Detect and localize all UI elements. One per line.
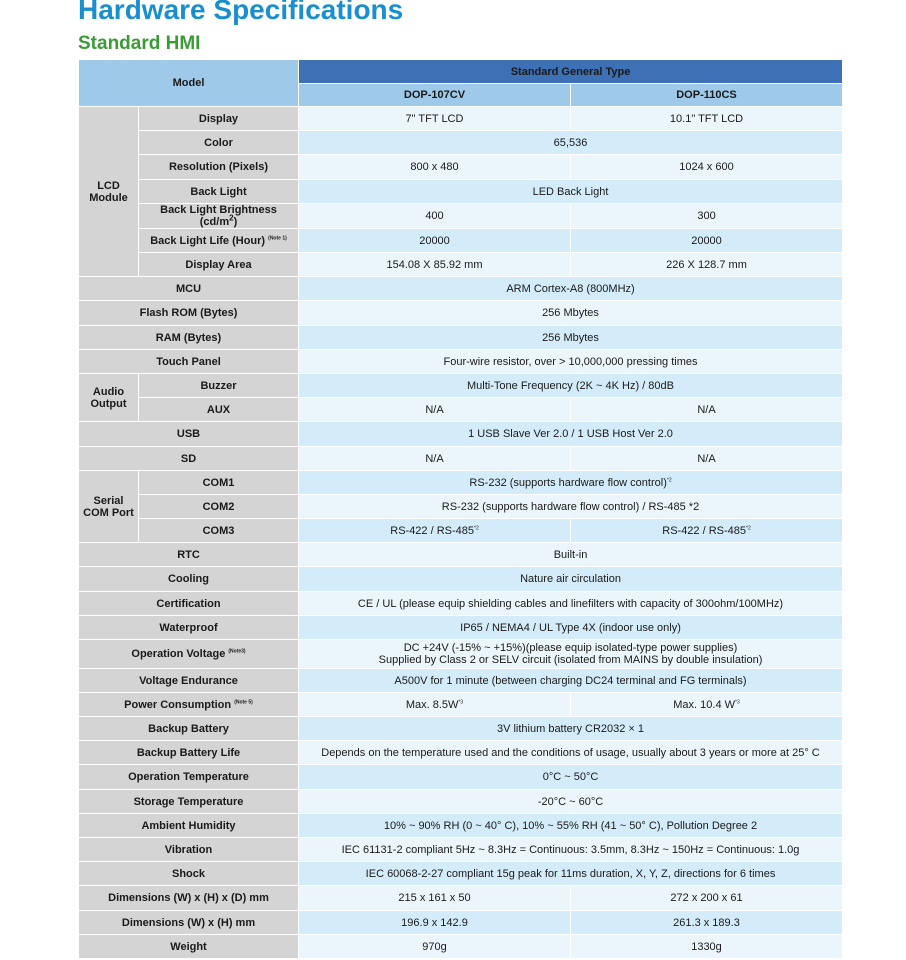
value-text: DC +24V (-15% ~ +15%)(please equip isolated-type power supplies) Supplied by Class 2 or SELV circuit (isolated from MAINS by double insulation) [378, 642, 763, 666]
value-text: RS-232 (supports hardware flow control) / RS-485 *2 [441, 500, 700, 513]
note-reference: *2 [746, 524, 751, 531]
table-row [79, 350, 843, 374]
row-label-text: Power Consumption [124, 698, 232, 711]
value-text: Nature air circulation [520, 573, 621, 585]
value-cell [299, 838, 843, 862]
table-row [79, 398, 843, 422]
value-cell [299, 374, 843, 398]
row-label [139, 495, 299, 519]
row-label [139, 131, 299, 155]
table-row [79, 180, 843, 204]
type-header: Standard General Type [299, 60, 843, 84]
value-text: 10.1" TFT LCD [669, 112, 744, 125]
value-cell [571, 253, 843, 277]
table-row [79, 790, 843, 814]
value-cell [571, 519, 843, 543]
group-label: Audio Output [79, 374, 139, 422]
row-label [139, 398, 299, 422]
value-text: -20°C ~ 60°C [537, 795, 604, 808]
table-row [79, 155, 843, 180]
row-label [139, 107, 299, 131]
note-reference: *3 [735, 698, 740, 705]
note-reference: (Note 5) [234, 698, 253, 705]
value-cell [299, 301, 843, 326]
row-label-text: Storage Temperature [133, 795, 244, 808]
table-row [79, 447, 843, 471]
value-cell [299, 911, 571, 935]
value-cell [299, 616, 843, 640]
group-label: Serial COM Port [79, 471, 139, 543]
row-label [79, 814, 299, 838]
row-label [79, 326, 299, 350]
table-row [79, 301, 843, 326]
row-label [79, 277, 299, 301]
value-cell [299, 204, 571, 229]
table-row [79, 862, 843, 886]
value-cell [299, 350, 843, 374]
value-cell [299, 693, 571, 717]
value-cell [299, 107, 571, 131]
table-row [79, 495, 843, 519]
value-cell [571, 398, 843, 422]
note-reference: *2 [666, 476, 672, 483]
value-cell [299, 935, 571, 959]
table-row [79, 765, 843, 790]
row-label-text: Dimensions (W) x (H) x (D) mm [108, 892, 269, 904]
value-text: 256 Mbytes [542, 331, 599, 344]
value-cell [571, 693, 843, 717]
row-label-text: Color [204, 136, 233, 149]
table-row [79, 741, 843, 765]
table-row [79, 229, 843, 253]
value-text: Depends on the temperature used and the conditions of usage, usually about 3 years or more at 25° C [321, 746, 820, 759]
value-text: N/A [697, 452, 716, 465]
value-cell [299, 519, 571, 543]
value-text: 154.08 X 85.92 mm [386, 258, 483, 271]
table-row [79, 911, 843, 935]
row-label-text: RAM (Bytes) [155, 331, 222, 344]
table-row [79, 277, 843, 301]
value-cell [571, 886, 843, 911]
page-subtitle: Standard HMI [78, 33, 201, 54]
value-text: LED Back Light [532, 185, 609, 198]
row-label [139, 471, 299, 495]
row-label [79, 741, 299, 765]
value-text: 20000 [691, 234, 722, 247]
value-text: 1 USB Slave Ver 2.0 / 1 USB Host Ver 2.0 [468, 428, 673, 440]
model-header: Model [79, 60, 299, 107]
note-reference: *3 [458, 698, 464, 705]
row-label-text: RTC [177, 548, 200, 561]
table-row [79, 131, 843, 155]
row-label-text: Flash ROM (Bytes) [139, 307, 238, 319]
row-label [79, 592, 299, 616]
note-reference: (Note 1) [268, 234, 287, 241]
row-label [139, 519, 299, 543]
row-label [79, 717, 299, 741]
value-text: RS-422 / RS-485 [662, 524, 747, 537]
row-label [79, 350, 299, 374]
value-cell [299, 765, 843, 790]
value-text: 1024 x 600 [679, 161, 734, 173]
row-label [79, 640, 299, 669]
table-row [79, 886, 843, 911]
column-header-dop-110cs: DOP-110CS [571, 84, 843, 107]
row-label-text: Touch Panel [156, 355, 221, 368]
value-text: N/A [425, 403, 444, 416]
value-cell [571, 107, 843, 131]
value-cell [299, 790, 843, 814]
value-text: Max. 8.5W [405, 698, 459, 711]
table-row [79, 422, 843, 447]
table-row [79, 107, 843, 131]
value-cell [299, 326, 843, 350]
row-label [139, 253, 299, 277]
row-label-text: Display [198, 112, 239, 125]
table-row [79, 814, 843, 838]
value-cell [299, 862, 843, 886]
value-cell [299, 131, 843, 155]
value-text: 400 [425, 210, 444, 222]
row-label [79, 935, 299, 959]
row-label-text: Weight [170, 940, 207, 953]
note-reference: (Note3) [228, 648, 246, 655]
row-label-text: Waterproof [159, 621, 218, 634]
row-label [79, 765, 299, 790]
row-label-text: Dimensions (W) x (H) mm [121, 916, 256, 929]
group-label: LCD Module [79, 107, 139, 277]
row-label [79, 543, 299, 567]
row-label-text: Backup Battery Life [136, 746, 241, 759]
value-cell [299, 741, 843, 765]
value-text: 272 x 200 x 61 [670, 892, 743, 904]
page-title: Hardware Specifications [78, 0, 404, 25]
row-label [79, 693, 299, 717]
value-text: 0°C ~ 50°C [542, 771, 599, 783]
value-text: CE / UL (please equip shielding cables and linefilters with capacity of 300ohm/100MHz) [357, 597, 784, 610]
value-text: RS-232 (supports hardware flow control) [469, 476, 667, 489]
value-text: Multi-Tone Frequency (2K ~ 4K Hz) / 80dB [467, 379, 674, 392]
value-cell [299, 180, 843, 204]
row-label-text: Operation Voltage [131, 648, 226, 660]
row-label-text: Backup Battery [148, 722, 229, 735]
row-label [79, 301, 299, 326]
value-cell [299, 277, 843, 301]
row-label [79, 911, 299, 935]
row-label-text: Resolution (Pixels) [168, 161, 269, 173]
value-text: RS-422 / RS-485 [390, 524, 475, 537]
value-text: 256 Mbytes [542, 307, 599, 319]
spec-table [78, 59, 843, 959]
value-cell [571, 935, 843, 959]
column-header-dop-107cv: DOP-107CV [299, 84, 571, 107]
value-cell [299, 886, 571, 911]
table-row [79, 519, 843, 543]
value-cell [299, 253, 571, 277]
table-row [79, 543, 843, 567]
table-row [79, 567, 843, 592]
row-label-text: Back Light Brightness (cd/m [160, 204, 277, 228]
value-text: 261.3 x 189.3 [673, 916, 740, 929]
row-label [139, 204, 299, 229]
row-label [79, 862, 299, 886]
value-text: 1330g [691, 940, 722, 953]
row-label-text: Buzzer [200, 379, 237, 392]
row-label [79, 886, 299, 911]
table-row [79, 592, 843, 616]
note-reference: *2 [474, 524, 479, 531]
row-label-text: Back Light [190, 185, 247, 198]
table-row [79, 717, 843, 741]
row-label-text: SD [180, 452, 197, 465]
value-cell [299, 155, 571, 180]
value-text: 10% ~ 90% RH (0 ~ 40° C), 10% ~ 55% RH (41 ~ 50° C), Pollution Degree 2 [383, 819, 758, 832]
superscript: 2 [229, 213, 234, 223]
value-text: Four-wire resistor, over > 10,000,000 pressing times [443, 355, 698, 368]
value-text: N/A [425, 452, 444, 465]
row-label-text: Ambient Humidity [141, 819, 236, 832]
value-cell [299, 471, 843, 495]
value-cell [571, 204, 843, 229]
value-text: 215 x 161 x 50 [398, 892, 471, 904]
row-label-text: COM2 [202, 500, 235, 513]
table-row [79, 204, 843, 229]
row-label [79, 790, 299, 814]
value-cell [299, 447, 571, 471]
table-row [79, 326, 843, 350]
value-text: 970g [422, 940, 447, 953]
table-row [79, 838, 843, 862]
row-label-text: Back Light Life (Hour) [150, 234, 266, 247]
table-row [79, 640, 843, 669]
value-cell [299, 229, 571, 253]
table-row [79, 616, 843, 640]
value-text: Built-in [553, 548, 588, 561]
row-label [139, 180, 299, 204]
row-label [139, 155, 299, 180]
value-text: A500V for 1 minute (between charging DC24 terminal and FG terminals) [394, 674, 747, 687]
value-cell [299, 814, 843, 838]
row-label [79, 616, 299, 640]
row-label-text: Cooling [168, 573, 209, 585]
row-label [79, 567, 299, 592]
value-cell [299, 640, 843, 669]
row-label-text: Vibration [164, 843, 213, 856]
value-cell [299, 592, 843, 616]
value-cell [299, 669, 843, 693]
table-row [79, 253, 843, 277]
value-cell [571, 911, 843, 935]
value-cell [299, 543, 843, 567]
value-text: Max. 10.4 W [673, 698, 736, 711]
value-text: ARM Cortex-A8 (800MHz) [506, 282, 635, 295]
value-cell [299, 398, 571, 422]
table-row [79, 669, 843, 693]
row-label-text: AUX [206, 403, 231, 416]
row-label-text: Operation Temperature [128, 771, 249, 783]
value-text: N/A [697, 403, 716, 416]
value-text: IEC 61131-2 compliant 5Hz ~ 8.3Hz = Continuous: 3.5mm, 8.3Hz ~ 150Hz = Continuous: 1.0g [341, 843, 800, 856]
value-text: 226 X 128.7 mm [666, 258, 747, 271]
value-text: 65,536 [553, 136, 588, 149]
row-label-text: Display Area [185, 258, 252, 271]
value-text: IEC 60068-2-27 compliant 15g peak for 11ms duration, X, Y, Z, directions for 6 times [365, 867, 776, 880]
value-cell [299, 567, 843, 592]
value-cell [299, 422, 843, 447]
value-text: 196.9 x 142.9 [401, 916, 468, 929]
row-label-text: Voltage Endurance [139, 674, 238, 687]
row-label-text: USB [176, 428, 201, 440]
row-label [79, 838, 299, 862]
value-text: IP65 / NEMA4 / UL Type 4X (indoor use only) [460, 621, 681, 634]
row-label-text: ) [233, 216, 238, 228]
table-row [79, 693, 843, 717]
row-label-text: Shock [171, 867, 205, 880]
row-label [79, 669, 299, 693]
row-label [79, 447, 299, 471]
row-label-text: Certification [156, 597, 221, 610]
value-text: 300 [697, 210, 716, 222]
table-row [79, 471, 843, 495]
value-text: 3V lithium battery CR2032 × 1 [496, 722, 645, 735]
value-text: 800 x 480 [410, 161, 459, 173]
value-cell [571, 447, 843, 471]
row-label-text: MCU [175, 282, 202, 295]
row-label [79, 422, 299, 447]
value-cell [571, 155, 843, 180]
value-cell [299, 495, 843, 519]
row-label-text: COM3 [202, 524, 235, 537]
row-label [139, 374, 299, 398]
value-cell [299, 717, 843, 741]
row-label-text: COM1 [202, 476, 235, 489]
value-text: 7" TFT LCD [405, 112, 464, 125]
value-text: 20000 [419, 234, 450, 247]
table-row [79, 374, 843, 398]
value-cell [571, 229, 843, 253]
table-row [79, 935, 843, 959]
row-label [139, 229, 299, 253]
